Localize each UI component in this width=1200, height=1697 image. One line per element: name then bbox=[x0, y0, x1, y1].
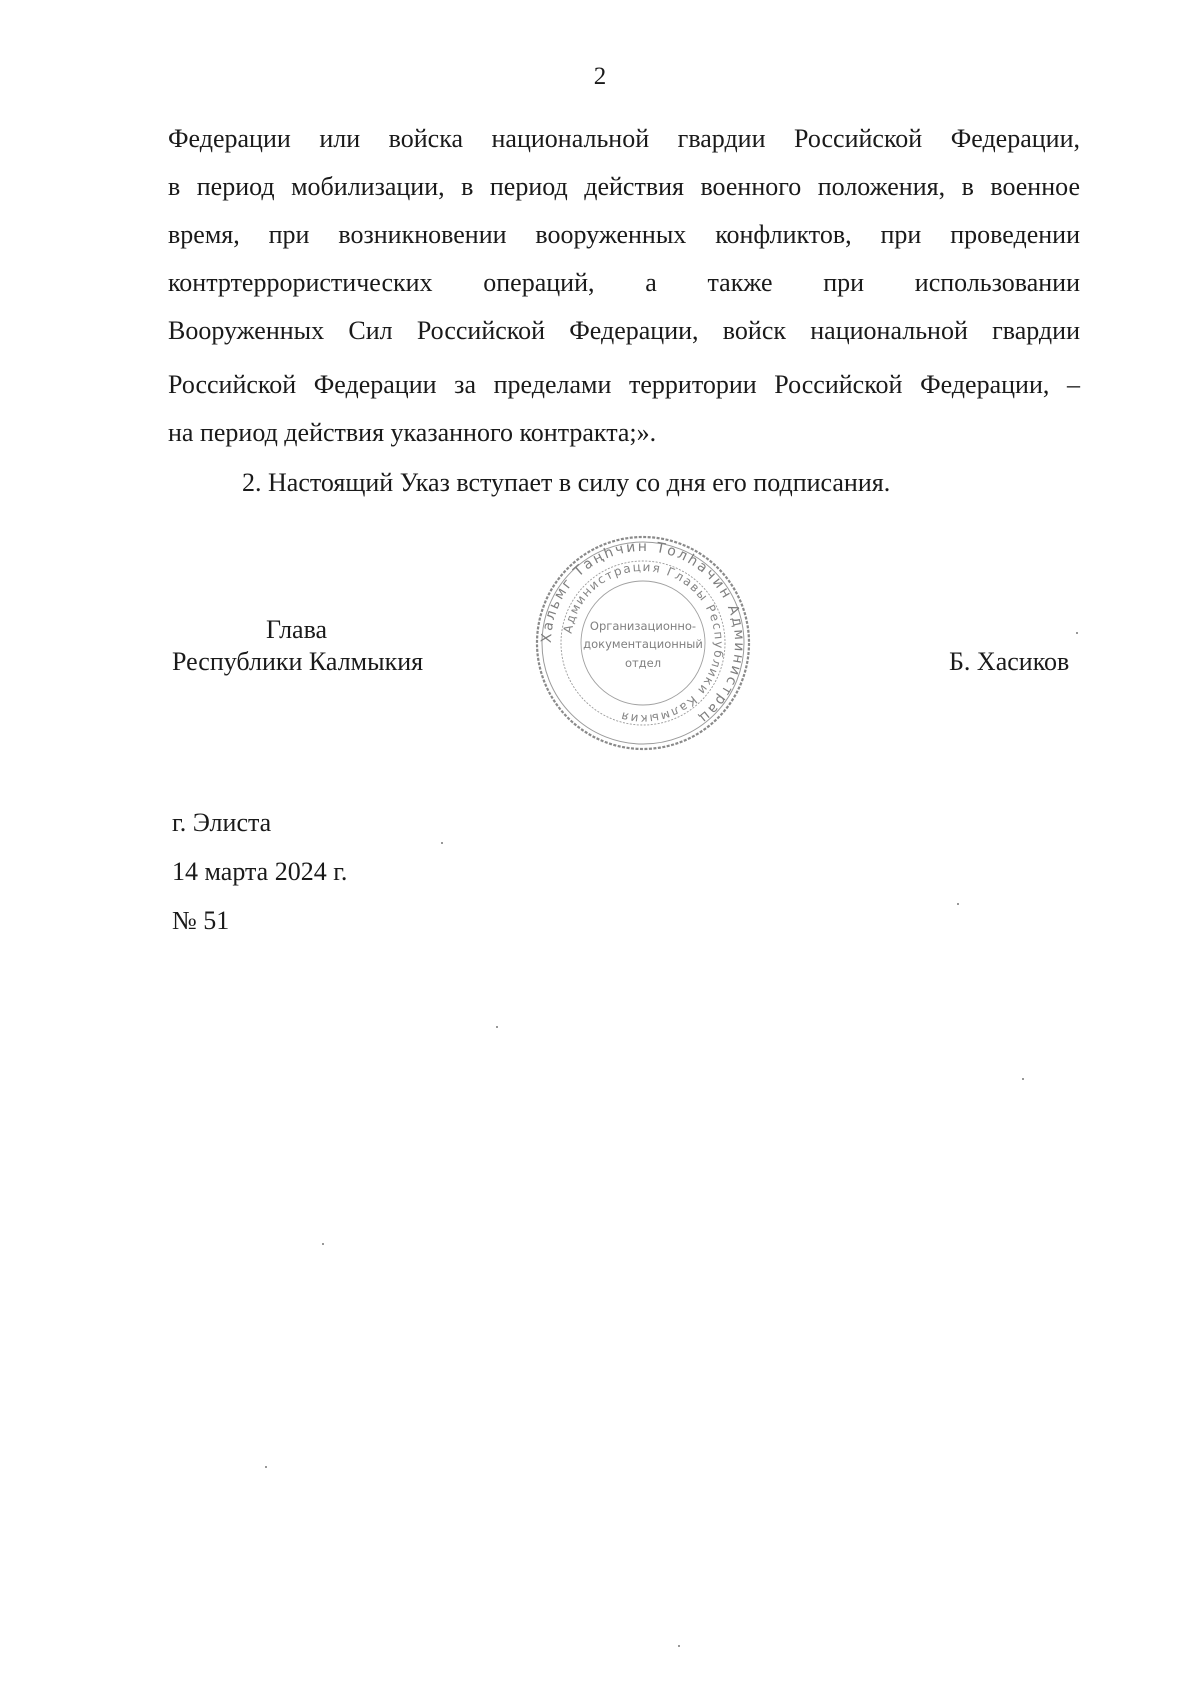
body-line: на период действия указанного контракта;». bbox=[168, 418, 657, 447]
document-number: № 51 bbox=[172, 906, 230, 935]
issue-date: 14 марта 2024 г. bbox=[172, 857, 348, 886]
body-line: Федерации или войска национальной гвардии Российской Федерации, bbox=[168, 124, 1080, 153]
body-line: Вооруженных Сил Российской Федерации, войск национальной гвардии bbox=[168, 316, 1080, 345]
seal-center-line-2: документационный bbox=[583, 637, 703, 651]
scan-speck bbox=[957, 903, 959, 905]
seal-center-line-3: отдел bbox=[624, 656, 662, 670]
body-line: время, при возникновении вооруженных конфликтов, при проведении bbox=[168, 220, 1080, 249]
official-seal-stamp bbox=[533, 533, 753, 753]
scan-speck bbox=[1076, 632, 1078, 634]
body-line: Российской Федерации за пределами территории Российской Федерации, – bbox=[168, 370, 1080, 399]
signatory-title-line-1: Глава bbox=[266, 615, 328, 644]
scan-speck bbox=[496, 1026, 498, 1028]
signatory-name: Б. Хасиков bbox=[949, 647, 1070, 676]
seal-inner-ring-text: Администрация Главы Республики Калмыкия bbox=[560, 559, 727, 727]
page-number: 2 bbox=[593, 63, 607, 90]
scan-speck bbox=[441, 842, 443, 844]
signatory-title-line-2: Республики Калмыкия bbox=[172, 647, 424, 676]
seal-center-line-1: Организационно- bbox=[589, 619, 697, 633]
clause-2: 2. Настоящий Указ вступает в силу со дня его подписания. bbox=[242, 468, 891, 497]
scan-speck bbox=[322, 1243, 324, 1245]
scan-speck bbox=[678, 1645, 680, 1647]
body-line: контртеррористических операций, а также при использовании bbox=[168, 268, 1080, 297]
body-line: в период мобилизации, в период действия военного положения, в военное bbox=[168, 172, 1080, 201]
scan-speck bbox=[265, 1466, 267, 1468]
scan-speck bbox=[1022, 1078, 1024, 1080]
seal-outer-ring-text: Хальмг Таңһчин Толһачин Администрац bbox=[538, 538, 748, 728]
issue-place: г. Элиста bbox=[172, 808, 272, 837]
